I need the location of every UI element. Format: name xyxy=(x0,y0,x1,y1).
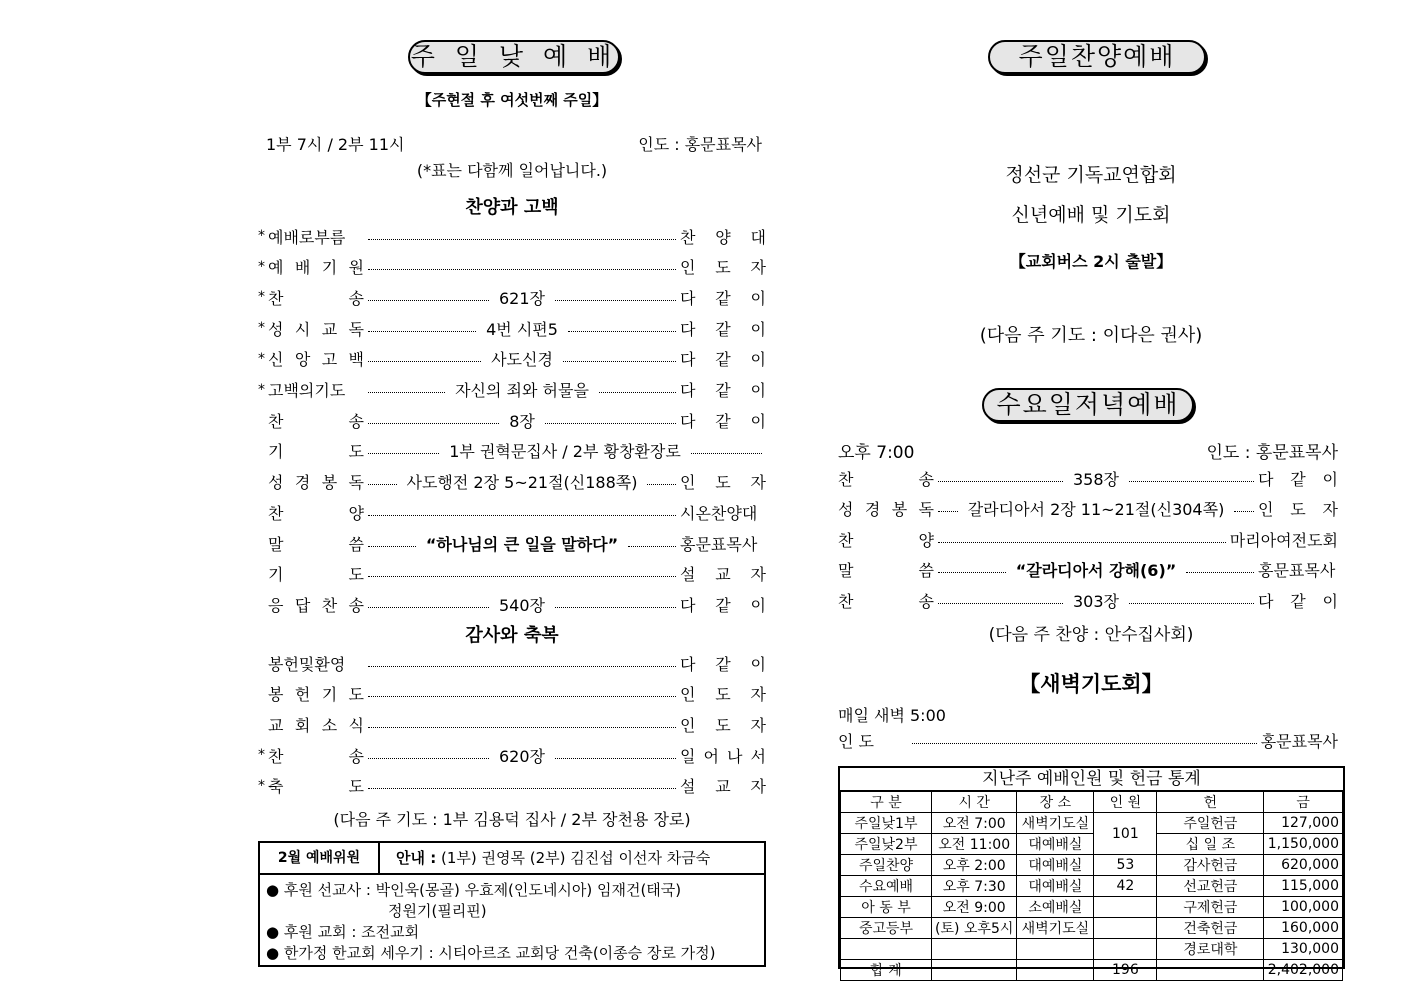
worship-item xyxy=(258,774,766,798)
item-detail xyxy=(364,236,680,237)
one-family-one-church: ● 한가정 한교회 세우기 : 시티아르조 교회당 건축(이종승 장로 가정) xyxy=(266,944,716,962)
leader-dots xyxy=(368,269,676,270)
stats-row xyxy=(841,897,1343,918)
leader-dots xyxy=(938,572,1006,573)
worship-item xyxy=(258,562,766,586)
worship-item xyxy=(258,285,766,309)
wednesday-item xyxy=(838,497,1338,521)
guide-names: (1부) 권영목 (2부) 김진섭 이선자 차금숙 xyxy=(440,849,711,867)
leader-dots xyxy=(1186,572,1254,573)
cell-category: 주일찬양 xyxy=(841,855,932,876)
item-label: 봉헌및환영 xyxy=(268,654,346,674)
leader-dots xyxy=(368,696,676,697)
item-person: 홍문표목사 xyxy=(1258,561,1336,580)
item-label: 말 씀 xyxy=(838,561,934,580)
cell-offering-type: 주일헌금 xyxy=(1157,813,1264,834)
cell-amount: 1,150,000 xyxy=(1264,834,1343,855)
worship-item xyxy=(258,531,766,555)
item-content: “갈라디아서 강해(6)” xyxy=(1010,558,1183,581)
item-detail xyxy=(364,744,680,767)
worship-item xyxy=(258,500,766,524)
support-church: ● 후원 교회 : 조전교회 xyxy=(266,923,420,941)
dawn-prayer-title: 【새벽기도회】 xyxy=(1019,672,1163,696)
item-person: 다 같 이 xyxy=(680,654,766,674)
stats-row xyxy=(841,834,1343,855)
standing-mark: * xyxy=(258,747,265,764)
cell-count xyxy=(1094,897,1157,918)
worship-item xyxy=(258,651,766,675)
item-person: 다 같 이 xyxy=(1258,591,1338,611)
item-label: 찬 송 xyxy=(268,288,364,308)
item-detail xyxy=(364,317,680,340)
cell-count xyxy=(1094,918,1157,939)
cell-offering-type: 건축헌금 xyxy=(1157,918,1264,939)
committee-guide xyxy=(378,843,764,875)
leader-dots xyxy=(368,453,439,454)
stats-row xyxy=(841,876,1343,897)
item-person: 인 도 자 xyxy=(680,685,766,705)
standing-mark: * xyxy=(258,777,265,794)
cell-amount: 115,000 xyxy=(1264,876,1343,897)
stats-title: 지난주 예배인원 및 헌금 통계 xyxy=(840,768,1343,791)
stats-total-row xyxy=(841,960,1343,981)
leader-dots xyxy=(563,361,676,362)
item-content: 540장 xyxy=(493,593,551,616)
standing-mark: * xyxy=(258,320,265,337)
item-person: 찬 양 대 xyxy=(680,227,766,247)
cell-amount: 127,000 xyxy=(1264,813,1343,834)
item-content: “하나님의 큰 일을 말하다” xyxy=(420,532,624,555)
item-detail xyxy=(934,467,1258,490)
item-label: 교 회 소 식 xyxy=(268,715,364,735)
cell-time: (토) 오후5시 xyxy=(932,918,1017,939)
wednesday-time: 오후 7:00 xyxy=(838,443,915,463)
item-label: 예 배 기 원 xyxy=(268,258,364,278)
event-line-1: 정선군 기독교연합회 xyxy=(1005,164,1177,186)
worship-item xyxy=(258,347,766,371)
section-thanks-blessing: 감사와 축복 xyxy=(465,625,559,646)
total-amount: 2,402,000 xyxy=(1264,960,1343,981)
leader-dots xyxy=(368,239,676,240)
service-times: 1부 7시 / 2부 11시 xyxy=(266,135,405,154)
item-detail xyxy=(364,286,680,309)
hdr-place: 장 소 xyxy=(1017,792,1094,813)
wednesday-item xyxy=(838,588,1338,612)
cell-place: 소예배실 xyxy=(1017,897,1094,918)
item-label: 찬 양 xyxy=(838,530,934,550)
item-detail xyxy=(934,539,1230,540)
item-detail xyxy=(364,266,680,267)
item-person: 다 같 이 xyxy=(680,319,766,339)
item-detail xyxy=(364,573,680,574)
item-label: 고백의기도 xyxy=(268,381,346,400)
leader-dots xyxy=(628,546,676,547)
item-label: 성 시 교 독 xyxy=(268,319,364,339)
item-detail xyxy=(364,724,680,725)
worship-item xyxy=(258,470,766,494)
cell-place: 대예배실 xyxy=(1017,876,1094,897)
hdr-category: 구 분 xyxy=(841,792,932,813)
item-person: 다 같 이 xyxy=(680,381,766,400)
item-detail xyxy=(364,785,680,786)
cell-place xyxy=(1017,939,1094,960)
item-person: 인 도 자 xyxy=(1258,500,1338,519)
cell-category: 아 동 부 xyxy=(841,897,932,918)
item-person: 설 교 자 xyxy=(680,777,766,797)
item-label: 성 경 봉 독 xyxy=(838,500,934,519)
item-person: 다 같 이 xyxy=(680,350,766,370)
total-count: 196 xyxy=(1094,960,1157,981)
item-detail xyxy=(364,378,680,401)
item-label: 신 앙 고 백 xyxy=(268,350,364,370)
cell-place: 대예배실 xyxy=(1017,834,1094,855)
cell-offering-type: 감사헌금 xyxy=(1157,855,1264,876)
cell-amount: 160,000 xyxy=(1264,918,1343,939)
hdr-count: 인 원 xyxy=(1094,792,1157,813)
praise-service-title: 주일찬양예배 xyxy=(988,40,1206,74)
item-detail xyxy=(364,532,680,555)
cell-category: 중고등부 xyxy=(841,918,932,939)
leader-dots xyxy=(368,788,676,789)
cell-time: 오후 2:00 xyxy=(932,855,1017,876)
stats-row xyxy=(841,813,1343,834)
dawn-prayer-time: 매일 새벽 5:00 xyxy=(838,706,946,725)
cell-amount: 100,000 xyxy=(1264,897,1343,918)
item-content: 303장 xyxy=(1067,589,1125,612)
cell-offering-type: 십 일 조 xyxy=(1157,834,1264,855)
item-detail xyxy=(364,439,766,462)
item-person: 다 같 이 xyxy=(1258,469,1338,489)
hdr-offering: 헌 xyxy=(1157,792,1264,813)
item-detail xyxy=(364,693,680,694)
event-line-2: 신년예배 및 기도회 xyxy=(1011,204,1171,226)
item-content: 사도신경 xyxy=(485,347,559,370)
standing-mark: * xyxy=(258,350,265,367)
item-label: 응 답 찬 송 xyxy=(268,595,364,615)
support-missionaries-cont: 정원기(필리핀) xyxy=(388,902,487,920)
worship-item xyxy=(258,439,766,463)
standing-mark: * xyxy=(258,381,265,398)
hdr-time: 시 간 xyxy=(932,792,1017,813)
cell-category: 수요예배 xyxy=(841,876,932,897)
worship-item xyxy=(258,712,766,736)
item-label: 기 도 xyxy=(268,442,364,462)
leader-dots xyxy=(1234,511,1254,512)
leader-dots xyxy=(938,542,1226,543)
item-content: 4번 시편5 xyxy=(480,317,564,340)
cell-time: 오전 7:00 xyxy=(932,813,1017,834)
leader-dots xyxy=(599,392,676,393)
item-label: 찬 송 xyxy=(838,591,934,611)
worship-item xyxy=(258,408,766,432)
item-label: 찬 양 xyxy=(268,503,364,523)
committee-title: 2월 예배위원 xyxy=(260,843,380,875)
stats-table xyxy=(840,791,1343,981)
leader-dots xyxy=(555,300,676,301)
leader-dots xyxy=(555,607,676,608)
item-label: 봉 헌 기 도 xyxy=(268,685,364,705)
total-label: 합 계 xyxy=(841,960,932,981)
item-label: 기 도 xyxy=(268,565,364,585)
cell-amount: 620,000 xyxy=(1264,855,1343,876)
item-detail xyxy=(364,347,680,370)
attendance-offering-table xyxy=(838,766,1345,979)
cell-offering-type: 구제헌금 xyxy=(1157,897,1264,918)
cell-place: 대예배실 xyxy=(1017,855,1094,876)
wednesday-leader: 인도 : 홍문표목사 xyxy=(1206,443,1338,463)
item-person: 다 같 이 xyxy=(680,288,766,308)
cell-category: 주일낮1부 xyxy=(841,813,932,834)
leader-dots xyxy=(368,607,489,608)
bus-departure: 【교회버스 2시 출발】 xyxy=(1009,252,1173,271)
praise-next-prayer: (다음 주 기도 : 이다은 권사) xyxy=(979,325,1203,346)
leader-dots xyxy=(647,484,676,485)
item-detail xyxy=(364,663,680,664)
dawn-leader-label: 인 도 xyxy=(838,731,874,751)
section-praise-confession: 찬양과 고백 xyxy=(465,197,559,218)
cell-offering-type: 선교헌금 xyxy=(1157,876,1264,897)
cell-time: 오후 7:30 xyxy=(932,876,1017,897)
leader-dots xyxy=(938,481,1063,482)
item-person: 인 도 자 xyxy=(680,258,766,278)
wednesday-item xyxy=(838,558,1338,582)
cell-count: 53 xyxy=(1094,855,1157,876)
leader-dots xyxy=(368,361,481,362)
item-label: 찬 송 xyxy=(268,411,364,431)
cell-count-merged: 101 xyxy=(1094,813,1157,855)
cell-time: 오전 11:00 xyxy=(932,834,1017,855)
leader-dots xyxy=(368,727,676,728)
leader-dots xyxy=(368,758,489,759)
item-person: 다 같 이 xyxy=(680,411,766,431)
stats-row xyxy=(841,939,1343,960)
item-person: 홍문표목사 xyxy=(680,534,758,554)
cell-amount: 130,000 xyxy=(1264,939,1343,960)
leader-dots xyxy=(368,392,445,393)
leader-dots xyxy=(555,758,676,759)
leader-dots xyxy=(912,743,1257,744)
item-detail xyxy=(934,589,1258,612)
support-missionaries: ● 후원 선교사 : 박인욱(몽골) 우효제(인도네시아) 임재건(태국) xyxy=(266,881,682,899)
cell-place: 새벽기도실 xyxy=(1017,813,1094,834)
liturgical-subtitle: 【주현절 후 여섯번째 주일】 xyxy=(416,91,608,109)
item-person: 다 같 이 xyxy=(680,595,766,615)
item-label: 찬 송 xyxy=(838,469,934,489)
worship-item xyxy=(258,316,766,340)
leader-dots xyxy=(368,423,499,424)
service-leader: 인도 : 홍문표목사 xyxy=(638,135,762,154)
item-person: 마리아여전도회 xyxy=(1229,530,1338,550)
item-detail xyxy=(364,409,680,432)
hdr-amount: 금 xyxy=(1264,792,1343,813)
item-content: 1부 권혁문집사 / 2부 황창환장로 xyxy=(443,439,687,462)
leader-dots xyxy=(368,484,397,485)
stats-row xyxy=(841,855,1343,876)
item-detail xyxy=(364,593,680,616)
item-content: 8장 xyxy=(503,409,541,432)
item-content: 갈라디아서 2장 11~21절(신304쪽) xyxy=(962,497,1231,520)
cell-category: 주일낮2부 xyxy=(841,834,932,855)
item-person: 일 어 나 서 xyxy=(680,746,766,766)
item-content: 358장 xyxy=(1067,467,1125,490)
item-label: 예배로부름 xyxy=(268,227,346,247)
leader-dots xyxy=(368,300,489,301)
dawn-prayer-leader-row xyxy=(838,728,1338,752)
item-person: 시온찬양대 xyxy=(680,503,758,523)
sunday-service-title: 주 일 낮 예 배 xyxy=(408,40,620,74)
leader-dots xyxy=(1129,603,1254,604)
leader-dots xyxy=(568,331,676,332)
leader-dots xyxy=(545,423,676,424)
item-detail xyxy=(364,512,680,513)
leader-dots xyxy=(938,511,958,512)
item-content: 사도행전 2장 5~21절(신188쪽) xyxy=(401,470,644,493)
standing-mark: * xyxy=(258,289,265,306)
wednesday-next-praise: (다음 주 찬양 : 안수집사회) xyxy=(988,625,1194,645)
item-detail xyxy=(934,497,1258,520)
worship-item xyxy=(258,255,766,279)
worship-item xyxy=(258,743,766,767)
cell-time xyxy=(932,939,1017,960)
leader-dots xyxy=(368,515,676,516)
item-content: 621장 xyxy=(493,286,551,309)
leader-dots xyxy=(1129,481,1254,482)
cell-count: 42 xyxy=(1094,876,1157,897)
item-content: 620장 xyxy=(493,744,551,767)
dawn-leader-name: 홍문표목사 xyxy=(1260,731,1338,751)
leader-dots xyxy=(368,666,676,667)
next-week-prayer: (다음 주 기도 : 1부 김용덕 집사 / 2부 장천용 장로) xyxy=(333,810,691,829)
item-person: 인 도 자 xyxy=(680,473,766,493)
leader-dots xyxy=(368,331,476,332)
item-person: 설 교 자 xyxy=(680,565,766,585)
standing-mark: * xyxy=(258,228,265,244)
cell-offering-type: 경로대학 xyxy=(1157,939,1264,960)
leader-dots xyxy=(938,603,1063,604)
leader-dots xyxy=(368,576,676,577)
wednesday-service-title: 수요일저녁예배 xyxy=(982,388,1194,422)
item-label: 축 도 xyxy=(268,777,364,797)
wednesday-item xyxy=(838,527,1338,551)
stats-header-row xyxy=(841,792,1343,813)
item-detail xyxy=(364,470,680,493)
cell-time: 오전 9:00 xyxy=(932,897,1017,918)
item-person: 인 도 자 xyxy=(680,715,766,735)
standing-mark: * xyxy=(258,258,265,275)
stats-row xyxy=(841,918,1343,939)
committee-box xyxy=(258,841,766,967)
item-content: 자신의 죄와 허물을 xyxy=(449,378,595,401)
wednesday-item xyxy=(838,466,1338,490)
item-label: 찬 송 xyxy=(268,746,364,766)
standing-note: (*표는 다함께 일어납니다.) xyxy=(416,161,608,180)
guide-label: 안내 : xyxy=(396,849,437,867)
worship-item xyxy=(258,592,766,616)
item-label: 말 씀 xyxy=(268,534,364,554)
cell-place: 새벽기도실 xyxy=(1017,918,1094,939)
worship-item xyxy=(258,682,766,706)
leader-dots xyxy=(368,546,416,547)
item-label: 성 경 봉 독 xyxy=(268,473,364,493)
leader-dots xyxy=(691,453,762,454)
worship-item xyxy=(258,224,766,248)
cell-category xyxy=(841,939,932,960)
item-detail xyxy=(934,558,1258,581)
worship-item xyxy=(258,378,766,402)
cell-count xyxy=(1094,939,1157,960)
